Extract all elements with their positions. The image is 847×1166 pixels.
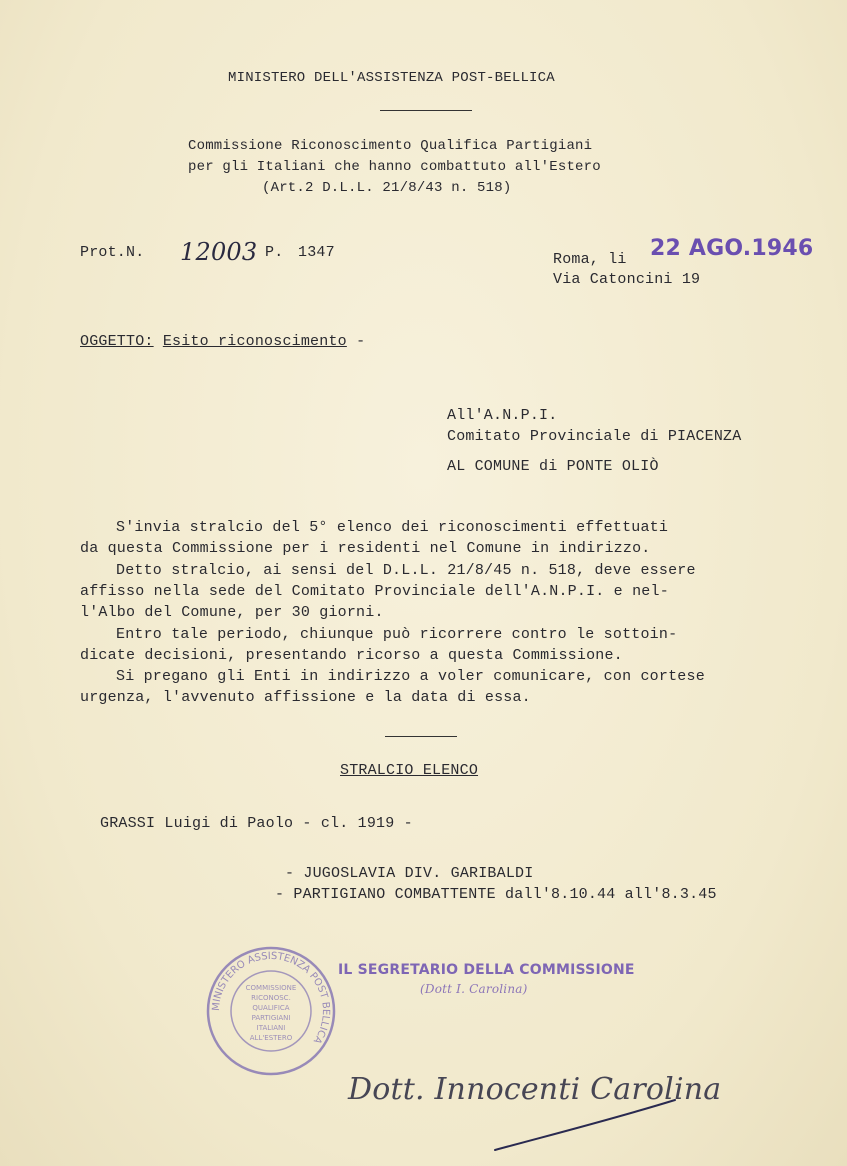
header-divider [380,110,472,111]
recipient-municipality-place: PONTE OLIÒ [566,458,659,475]
body-line-2: da questa Commissione per i residenti nel Comune in indirizzo. [80,540,651,557]
signature-title: IL SEGRETARIO DELLA COMMISSIONE [338,962,635,978]
stamp-ring-text: MINISTERO ASSISTENZA POST BELLICA [210,950,332,1046]
recipient-committee-place: PIACENZA [667,428,742,445]
body-line-1: S'invia stralcio del 5° elenco dei riconoscimenti effettuati [116,519,669,536]
extract-person: GRASSI Luigi di Paolo - cl. 1919 - [100,815,413,832]
commission-line-3: (Art.2 D.L.L. 21/8/43 n. 518) [262,180,512,196]
body-line-4: affisso nella sede del Comitato Provinciale dell'A.N.P.I. e nel- [80,583,669,600]
stamp-center-line-2: RICONOSC. [251,994,291,1002]
recipient-committee [447,428,741,445]
body-divider [385,736,457,737]
protocol-p-number: 1347 [298,244,335,261]
signature-printed-name: (Dott I. Carolina) [420,982,528,996]
stamp-center-line-1: COMMISSIONE [245,984,297,992]
extract-detail-2: - PARTIGIANO COMBATTENTE dall'8.10.44 all'8.3.45 [275,886,717,903]
handwritten-signature: Dott. Innocenti Carolina [348,1072,722,1107]
protocol-label: Prot.N. [80,244,145,261]
protocol-handwritten-number: 12003 [180,238,258,266]
body-line-6: Entro tale periodo, chiunque può ricorrere contro le sottoin- [116,626,678,643]
stamp-center-line-5: ITALIANI [256,1024,286,1032]
official-round-stamp [205,945,337,1077]
date-stamp: 22 AGO.1946 [650,236,814,261]
stamp-center-line-4: PARTIGIANI [251,1014,291,1022]
subject-dash: - [356,333,366,350]
subject-line [80,333,365,350]
signature-flourish [490,1095,680,1155]
commission-line-1: Commissione Riconoscimento Qualifica Partigiani [188,138,593,154]
subject-label: OGGETTO: [80,333,154,350]
recipient-committee-prefix: Comitato Provinciale di [447,428,659,445]
recipient-municipality [447,458,659,475]
ministry-title: MINISTERO DELL'ASSISTENZA POST-BELLICA [228,70,555,86]
body-line-8: Si pregano gli Enti in indirizzo a voler comunicare, con cortese [116,668,705,685]
address-line: Via Catoncini 19 [553,271,701,288]
body-line-3: Detto stralcio, ai sensi del D.L.L. 21/8/45 n. 518, deve essere [116,562,696,579]
body-line-7: dicate decisioni, presentando ricorso a questa Commissione. [80,647,623,664]
place-label: Roma, li [553,251,627,268]
stamp-center-line-6: ALL'ESTERO [249,1034,293,1042]
recipient-anpi: All'A.N.P.I. [447,407,558,424]
commission-line-2: per gli Italiani che hanno combattuto all'Estero [188,159,601,175]
body-line-5: l'Albo del Comune, per 30 giorni. [80,604,384,621]
recipient-municipality-prefix: AL COMUNE di [447,458,558,475]
protocol-p-label: P. [265,244,284,261]
body-line-9: urgenza, l'avvenuto affissione e la data di essa. [80,689,531,706]
subject-text: Esito riconoscimento [162,333,347,350]
stamp-center-line-3: QUALIFICA [252,1004,290,1012]
extract-detail-1: - JUGOSLAVIA DIV. GARIBALDI [285,865,534,882]
extract-title: STRALCIO ELENCO [340,762,479,779]
